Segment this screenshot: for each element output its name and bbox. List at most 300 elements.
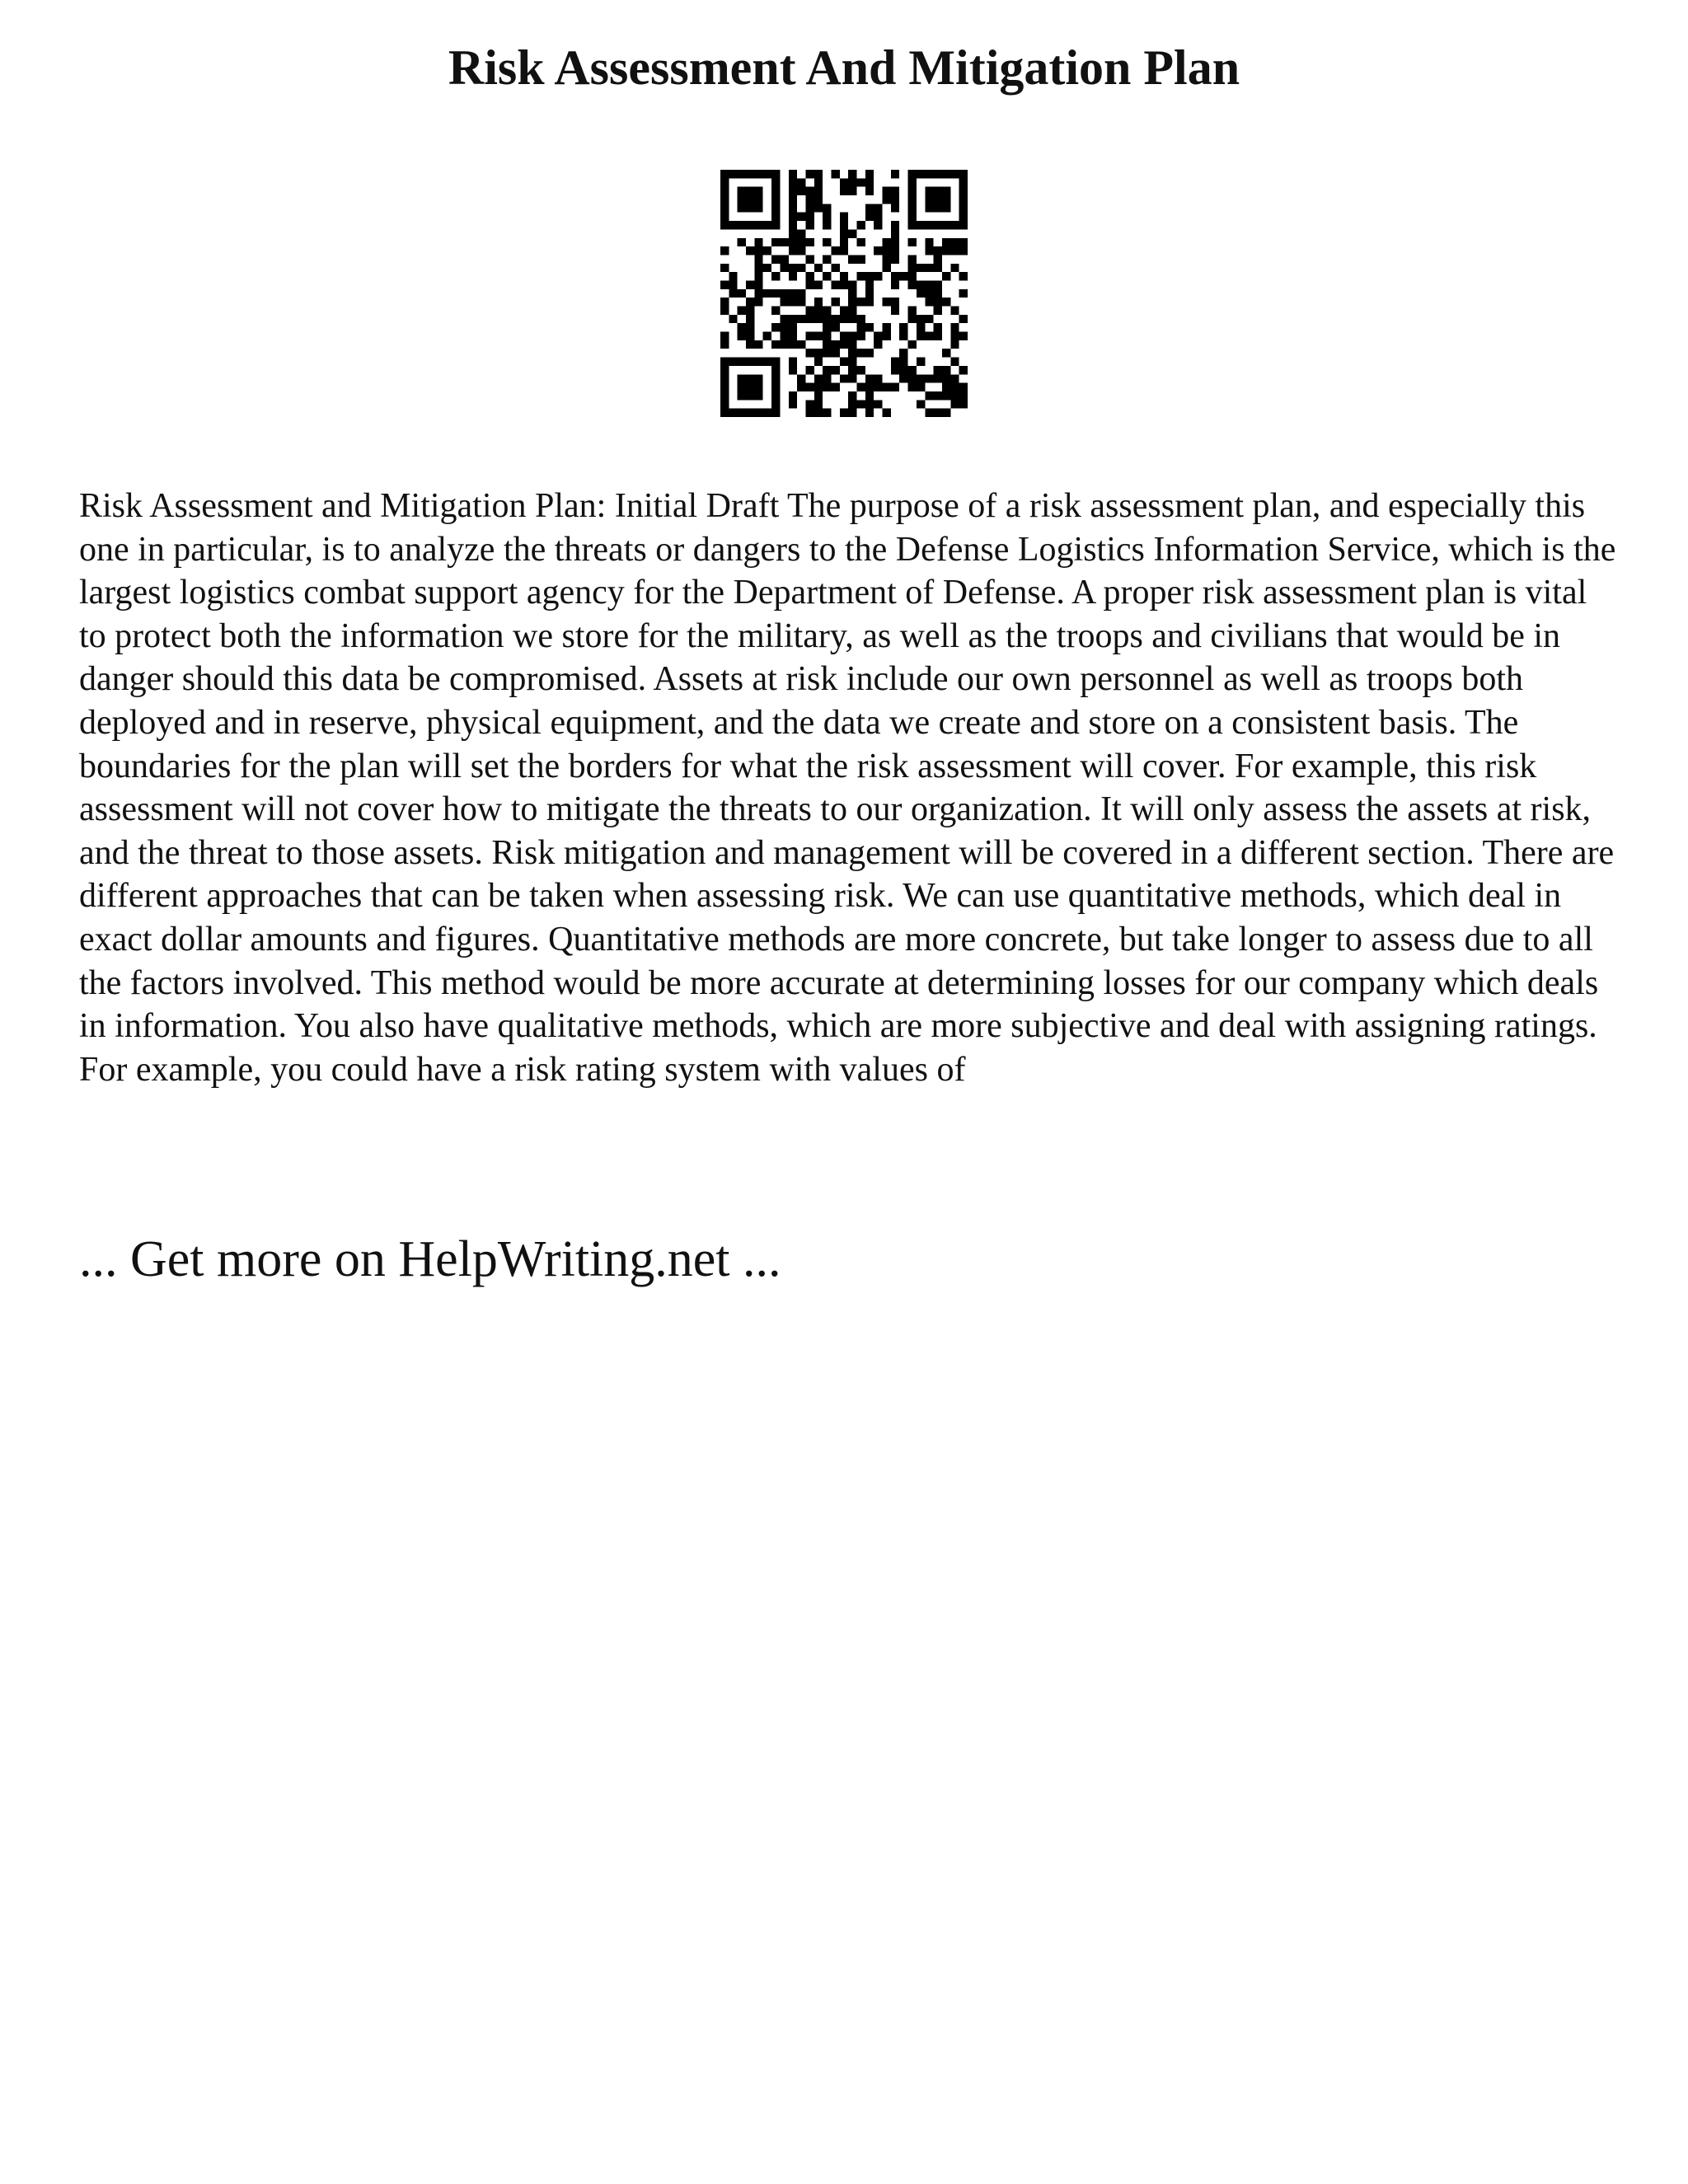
qr-module — [950, 383, 959, 391]
qr-module — [814, 391, 823, 400]
qr-module — [959, 332, 968, 340]
qr-module — [883, 195, 891, 204]
qr-module — [789, 221, 797, 229]
qr-module — [883, 323, 891, 331]
qr-module — [883, 264, 891, 272]
qr-module — [848, 229, 856, 237]
qr-module — [950, 264, 959, 272]
qr-module — [814, 264, 823, 272]
qr-module — [831, 383, 839, 391]
qr-module — [771, 323, 780, 331]
qr-module — [891, 307, 899, 315]
qr-module — [754, 280, 762, 288]
qr-module — [746, 323, 754, 331]
qr-module — [950, 307, 959, 315]
qr-module — [942, 349, 950, 357]
qr-module — [908, 307, 917, 315]
qr-module — [840, 187, 848, 195]
qr-module — [950, 332, 959, 340]
qr-module — [865, 289, 874, 298]
qr-module — [831, 349, 839, 357]
qr-module — [814, 400, 823, 408]
qr-module — [746, 280, 754, 288]
qr-module — [848, 340, 856, 349]
qr-module — [789, 298, 797, 306]
qr-module — [763, 246, 771, 255]
qr-module — [789, 238, 797, 246]
qr-module — [857, 323, 865, 331]
qr-module — [942, 366, 950, 374]
qr-module — [789, 315, 797, 323]
qr-module — [840, 229, 848, 237]
qr-finder-part — [908, 170, 968, 178]
qr-module — [891, 195, 899, 204]
qr-module — [780, 255, 788, 263]
qr-module — [899, 374, 907, 382]
qr-module — [874, 332, 882, 340]
qr-module — [746, 307, 754, 315]
qr-module — [797, 187, 805, 195]
qr-module — [917, 400, 925, 408]
qr-module — [754, 264, 762, 272]
qr-module — [797, 229, 805, 237]
qr-module — [865, 349, 874, 357]
qr-module — [917, 264, 925, 272]
qr-module — [848, 409, 856, 417]
qr-module — [840, 332, 848, 340]
qr-module — [874, 221, 882, 229]
qr-module — [789, 332, 797, 340]
qr-module — [934, 264, 942, 272]
qr-module — [934, 246, 942, 255]
qr-module — [934, 280, 942, 288]
qr-module — [805, 204, 814, 212]
qr-module — [848, 400, 856, 408]
qr-module — [908, 264, 917, 272]
qr-module — [959, 366, 968, 374]
qr-module — [908, 272, 917, 280]
qr-module — [959, 315, 968, 323]
qr-module — [891, 238, 899, 246]
qr-module — [831, 264, 839, 272]
qr-module — [746, 340, 754, 349]
qr-module — [823, 238, 831, 246]
qr-module — [934, 307, 942, 315]
qr-module — [789, 187, 797, 195]
qr-module — [789, 400, 797, 408]
qr-module — [848, 255, 856, 263]
qr-module — [865, 374, 874, 382]
qr-module — [908, 374, 917, 382]
qr-module — [874, 272, 882, 280]
qr-module — [942, 238, 950, 246]
qr-module — [891, 298, 899, 306]
qr-module — [857, 178, 865, 186]
qr-module — [899, 366, 907, 374]
qr-module — [814, 170, 823, 178]
qr-module — [789, 289, 797, 298]
qr-module — [823, 374, 831, 382]
qr-module — [874, 340, 882, 349]
qr-module — [823, 315, 831, 323]
qr-module — [789, 204, 797, 212]
qr-module — [857, 238, 865, 246]
qr-module — [805, 272, 814, 280]
qr-module — [865, 187, 874, 195]
qr-module — [789, 264, 797, 272]
qr-module — [823, 272, 831, 280]
qr-module — [780, 315, 788, 323]
qr-module — [942, 298, 950, 306]
qr-module — [891, 187, 899, 195]
qr-module — [934, 298, 942, 306]
qr-module — [805, 366, 814, 374]
qr-module — [908, 255, 917, 263]
qr-finder-part — [908, 221, 968, 229]
qr-module — [805, 238, 814, 246]
qr-module — [738, 289, 746, 298]
qr-module — [925, 280, 933, 288]
qr-module — [865, 409, 874, 417]
qr-module — [899, 332, 907, 340]
qr-module — [899, 323, 907, 331]
qr-module — [789, 178, 797, 186]
qr-module — [840, 238, 848, 246]
qr-module — [840, 246, 848, 255]
qr-module — [797, 315, 805, 323]
qr-module — [789, 195, 797, 204]
qr-module — [917, 374, 925, 382]
qr-module — [959, 246, 968, 255]
qr-finder-part — [771, 170, 780, 229]
qr-module — [805, 349, 814, 357]
qr-finder-part — [720, 170, 729, 229]
qr-module — [899, 358, 907, 366]
qr-module — [789, 272, 797, 280]
qr-module — [848, 374, 856, 382]
qr-module — [874, 400, 882, 408]
qr-module — [934, 323, 942, 331]
qr-module — [908, 315, 917, 323]
qr-module — [771, 272, 780, 280]
qr-module — [891, 358, 899, 366]
qr-module — [899, 272, 907, 280]
qr-finder-part — [720, 358, 729, 417]
qr-module — [883, 332, 891, 340]
qr-module — [950, 358, 959, 366]
qr-module — [942, 391, 950, 400]
qr-module — [925, 409, 933, 417]
qr-module — [908, 340, 917, 349]
qr-module — [823, 332, 831, 340]
qr-module — [831, 246, 839, 255]
qr-module — [746, 298, 754, 306]
qr-module — [950, 238, 959, 246]
qr-module — [848, 332, 856, 340]
qr-module — [934, 366, 942, 374]
qr-code-graphic — [720, 170, 968, 417]
qr-module — [942, 374, 950, 382]
qr-module — [771, 255, 780, 263]
qr-module — [934, 409, 942, 417]
qr-module — [797, 238, 805, 246]
qr-module — [848, 391, 856, 400]
qr-module — [738, 332, 746, 340]
qr-module — [720, 264, 729, 272]
qr-module — [754, 246, 762, 255]
qr-module — [891, 255, 899, 263]
qr-module — [814, 409, 823, 417]
qr-module — [857, 255, 865, 263]
qr-module — [780, 264, 788, 272]
qr-module — [883, 409, 891, 417]
qr-module — [959, 383, 968, 391]
qr-module — [805, 221, 814, 229]
qr-module — [891, 246, 899, 255]
qr-module — [823, 409, 831, 417]
qr-module — [720, 246, 729, 255]
qr-module — [729, 272, 737, 280]
qr-module — [831, 298, 839, 306]
qr-module — [746, 246, 754, 255]
qr-module — [746, 315, 754, 323]
qr-module — [814, 383, 823, 391]
qr-module — [925, 374, 933, 382]
qr-module — [925, 264, 933, 272]
qr-module — [823, 213, 831, 221]
qr-module — [848, 280, 856, 288]
qr-module — [874, 213, 882, 221]
qr-module — [908, 383, 917, 391]
qr-module — [754, 340, 762, 349]
qr-module — [865, 391, 874, 400]
qr-module — [797, 246, 805, 255]
qr-finder-part — [908, 170, 917, 229]
qr-module — [738, 323, 746, 331]
qr-module — [831, 340, 839, 349]
qr-module — [840, 178, 848, 186]
qr-module — [797, 264, 805, 272]
qr-module — [874, 246, 882, 255]
qr-module — [891, 272, 899, 280]
qr-module — [848, 358, 856, 366]
qr-module — [942, 409, 950, 417]
qr-module — [865, 323, 874, 331]
qr-module — [814, 349, 823, 357]
qr-module — [925, 315, 933, 323]
qr-module — [805, 187, 814, 195]
qr-module — [959, 391, 968, 400]
qr-module — [840, 221, 848, 229]
qr-module — [865, 400, 874, 408]
qr-module — [857, 221, 865, 229]
qr-module — [848, 366, 856, 374]
qr-module — [780, 323, 788, 331]
qr-module — [738, 238, 746, 246]
qr-module — [831, 280, 839, 288]
qr-module — [823, 366, 831, 374]
qr-module — [780, 332, 788, 340]
qr-finder-part — [738, 374, 763, 400]
qr-module — [857, 383, 865, 391]
qr-module — [831, 323, 839, 331]
qr-module — [789, 213, 797, 221]
qr-module — [823, 383, 831, 391]
qr-module — [789, 229, 797, 237]
qr-module — [720, 307, 729, 315]
qr-module — [865, 170, 874, 178]
qr-module — [865, 178, 874, 186]
qr-module — [797, 178, 805, 186]
qr-module — [771, 340, 780, 349]
qr-module — [891, 383, 899, 391]
qr-module — [720, 298, 729, 306]
qr-module — [789, 358, 797, 366]
qr-module — [805, 315, 814, 323]
qr-module — [883, 238, 891, 246]
qr-module — [917, 315, 925, 323]
qr-module — [814, 315, 823, 323]
qr-module — [874, 374, 882, 382]
qr-module — [857, 332, 865, 340]
qr-module — [746, 332, 754, 340]
document-body-text: Risk Assessment and Mitigation Plan: Initial Draft The purpose of a risk assessment plan, and especially this one in particular, is to analyze the threats or dangers to the Defense Logistics Information Service, which is the largest logistics combat support agency for the Department of Defense. A proper risk assessment plan is vital to protect both the information we store for the military, as well as the troops and civilians that would be in danger should this data be compromised. Assets at risk include our own personnel as well as troops both deployed and in reserve, physical equipment, and the data we create and store on a consistent basis. The boundaries for the plan will set the borders for what the risk assessment will cover. For example, this risk assessment will not cover how to mitigate the threats to our organization. It will only assess the assets at risk, and the threat to those assets. Risk mitigation and management will be covered in a different section. There are different approaches that can be taken when assessing risk. We can use quantitative methods, which deal in exact dollar amounts and figures. Quantitative methods are more concrete, but take longer to assess due to all the factors involved. This method would be more accurate at determining losses for our company which deals in information. You also have qualitative methods, which are more subjective and deal with assigning ratings. For example, you could have a risk rating system with values of — [79, 487, 1616, 1089]
qr-module — [865, 280, 874, 288]
qr-module — [874, 383, 882, 391]
qr-module — [840, 272, 848, 280]
qr-module — [925, 246, 933, 255]
qr-module — [763, 289, 771, 298]
qr-module — [805, 400, 814, 408]
qr-module — [942, 383, 950, 391]
qr-module — [934, 332, 942, 340]
qr-module — [754, 255, 762, 263]
qr-module — [797, 213, 805, 221]
qr-module — [891, 204, 899, 212]
qr-module — [840, 340, 848, 349]
qr-module — [840, 409, 848, 417]
qr-module — [729, 289, 737, 298]
qr-module — [925, 298, 933, 306]
qr-module — [848, 349, 856, 357]
qr-finder-part — [720, 170, 780, 178]
qr-module — [925, 238, 933, 246]
qr-module — [823, 307, 831, 315]
qr-module — [805, 307, 814, 315]
qr-module — [805, 383, 814, 391]
qr-finder-part — [959, 170, 968, 229]
qr-module — [823, 340, 831, 349]
qr-module — [883, 383, 891, 391]
qr-module — [899, 349, 907, 357]
qr-module — [891, 170, 899, 178]
qr-module — [729, 315, 737, 323]
qr-module — [840, 280, 848, 288]
qr-module — [865, 298, 874, 306]
qr-module — [771, 238, 780, 246]
qr-module — [763, 264, 771, 272]
qr-module — [840, 307, 848, 315]
qr-module — [823, 221, 831, 229]
qr-module — [848, 289, 856, 298]
qr-finder-part — [720, 358, 780, 366]
qr-module — [959, 272, 968, 280]
qr-module — [959, 289, 968, 298]
qr-module — [865, 383, 874, 391]
qr-module — [857, 315, 865, 323]
qr-module — [925, 332, 933, 340]
qr-module — [805, 213, 814, 221]
qr-module — [789, 170, 797, 178]
qr-module — [797, 289, 805, 298]
qr-module — [823, 349, 831, 357]
qr-module — [848, 298, 856, 306]
qr-module — [789, 246, 797, 255]
qr-finder-part — [738, 187, 763, 213]
qr-module — [720, 280, 729, 288]
qr-module — [814, 298, 823, 306]
qr-module — [814, 332, 823, 340]
qr-module — [814, 204, 823, 212]
qr-module — [917, 332, 925, 340]
qr-module — [848, 307, 856, 315]
qr-module — [780, 340, 788, 349]
qr-finder-part — [771, 358, 780, 417]
qr-module — [857, 366, 865, 374]
qr-module — [883, 187, 891, 195]
qr-module — [950, 323, 959, 331]
qr-module — [805, 332, 814, 340]
qr-module — [780, 289, 788, 298]
qr-module — [925, 391, 933, 400]
qr-module — [805, 170, 814, 178]
qr-module — [908, 238, 917, 246]
qr-module — [805, 195, 814, 204]
qr-module — [805, 409, 814, 417]
qr-module — [883, 246, 891, 255]
qr-module — [797, 374, 805, 382]
qr-module — [840, 315, 848, 323]
qr-module — [831, 170, 839, 178]
qr-module — [925, 289, 933, 298]
qr-module — [891, 221, 899, 229]
qr-module — [959, 400, 968, 408]
qr-module — [917, 358, 925, 366]
qr-module — [814, 178, 823, 186]
qr-module — [917, 383, 925, 391]
qr-module — [883, 255, 891, 263]
qr-module — [831, 366, 839, 374]
get-more-link[interactable]: ... Get more on HelpWriting.net ... — [79, 1231, 781, 1287]
qr-module — [950, 374, 959, 382]
qr-module — [891, 229, 899, 237]
qr-module — [823, 323, 831, 331]
qr-module — [848, 187, 856, 195]
qr-finder-part — [720, 409, 780, 417]
qr-module — [857, 272, 865, 280]
qr-module — [814, 358, 823, 366]
qr-module — [814, 280, 823, 288]
qr-module — [857, 400, 865, 408]
qr-module — [823, 204, 831, 212]
qr-module — [848, 178, 856, 186]
qr-module — [823, 255, 831, 263]
qr-module — [942, 272, 950, 280]
qr-module — [874, 204, 882, 212]
qr-module — [840, 374, 848, 382]
qr-module — [917, 323, 925, 331]
qr-module — [848, 315, 856, 323]
